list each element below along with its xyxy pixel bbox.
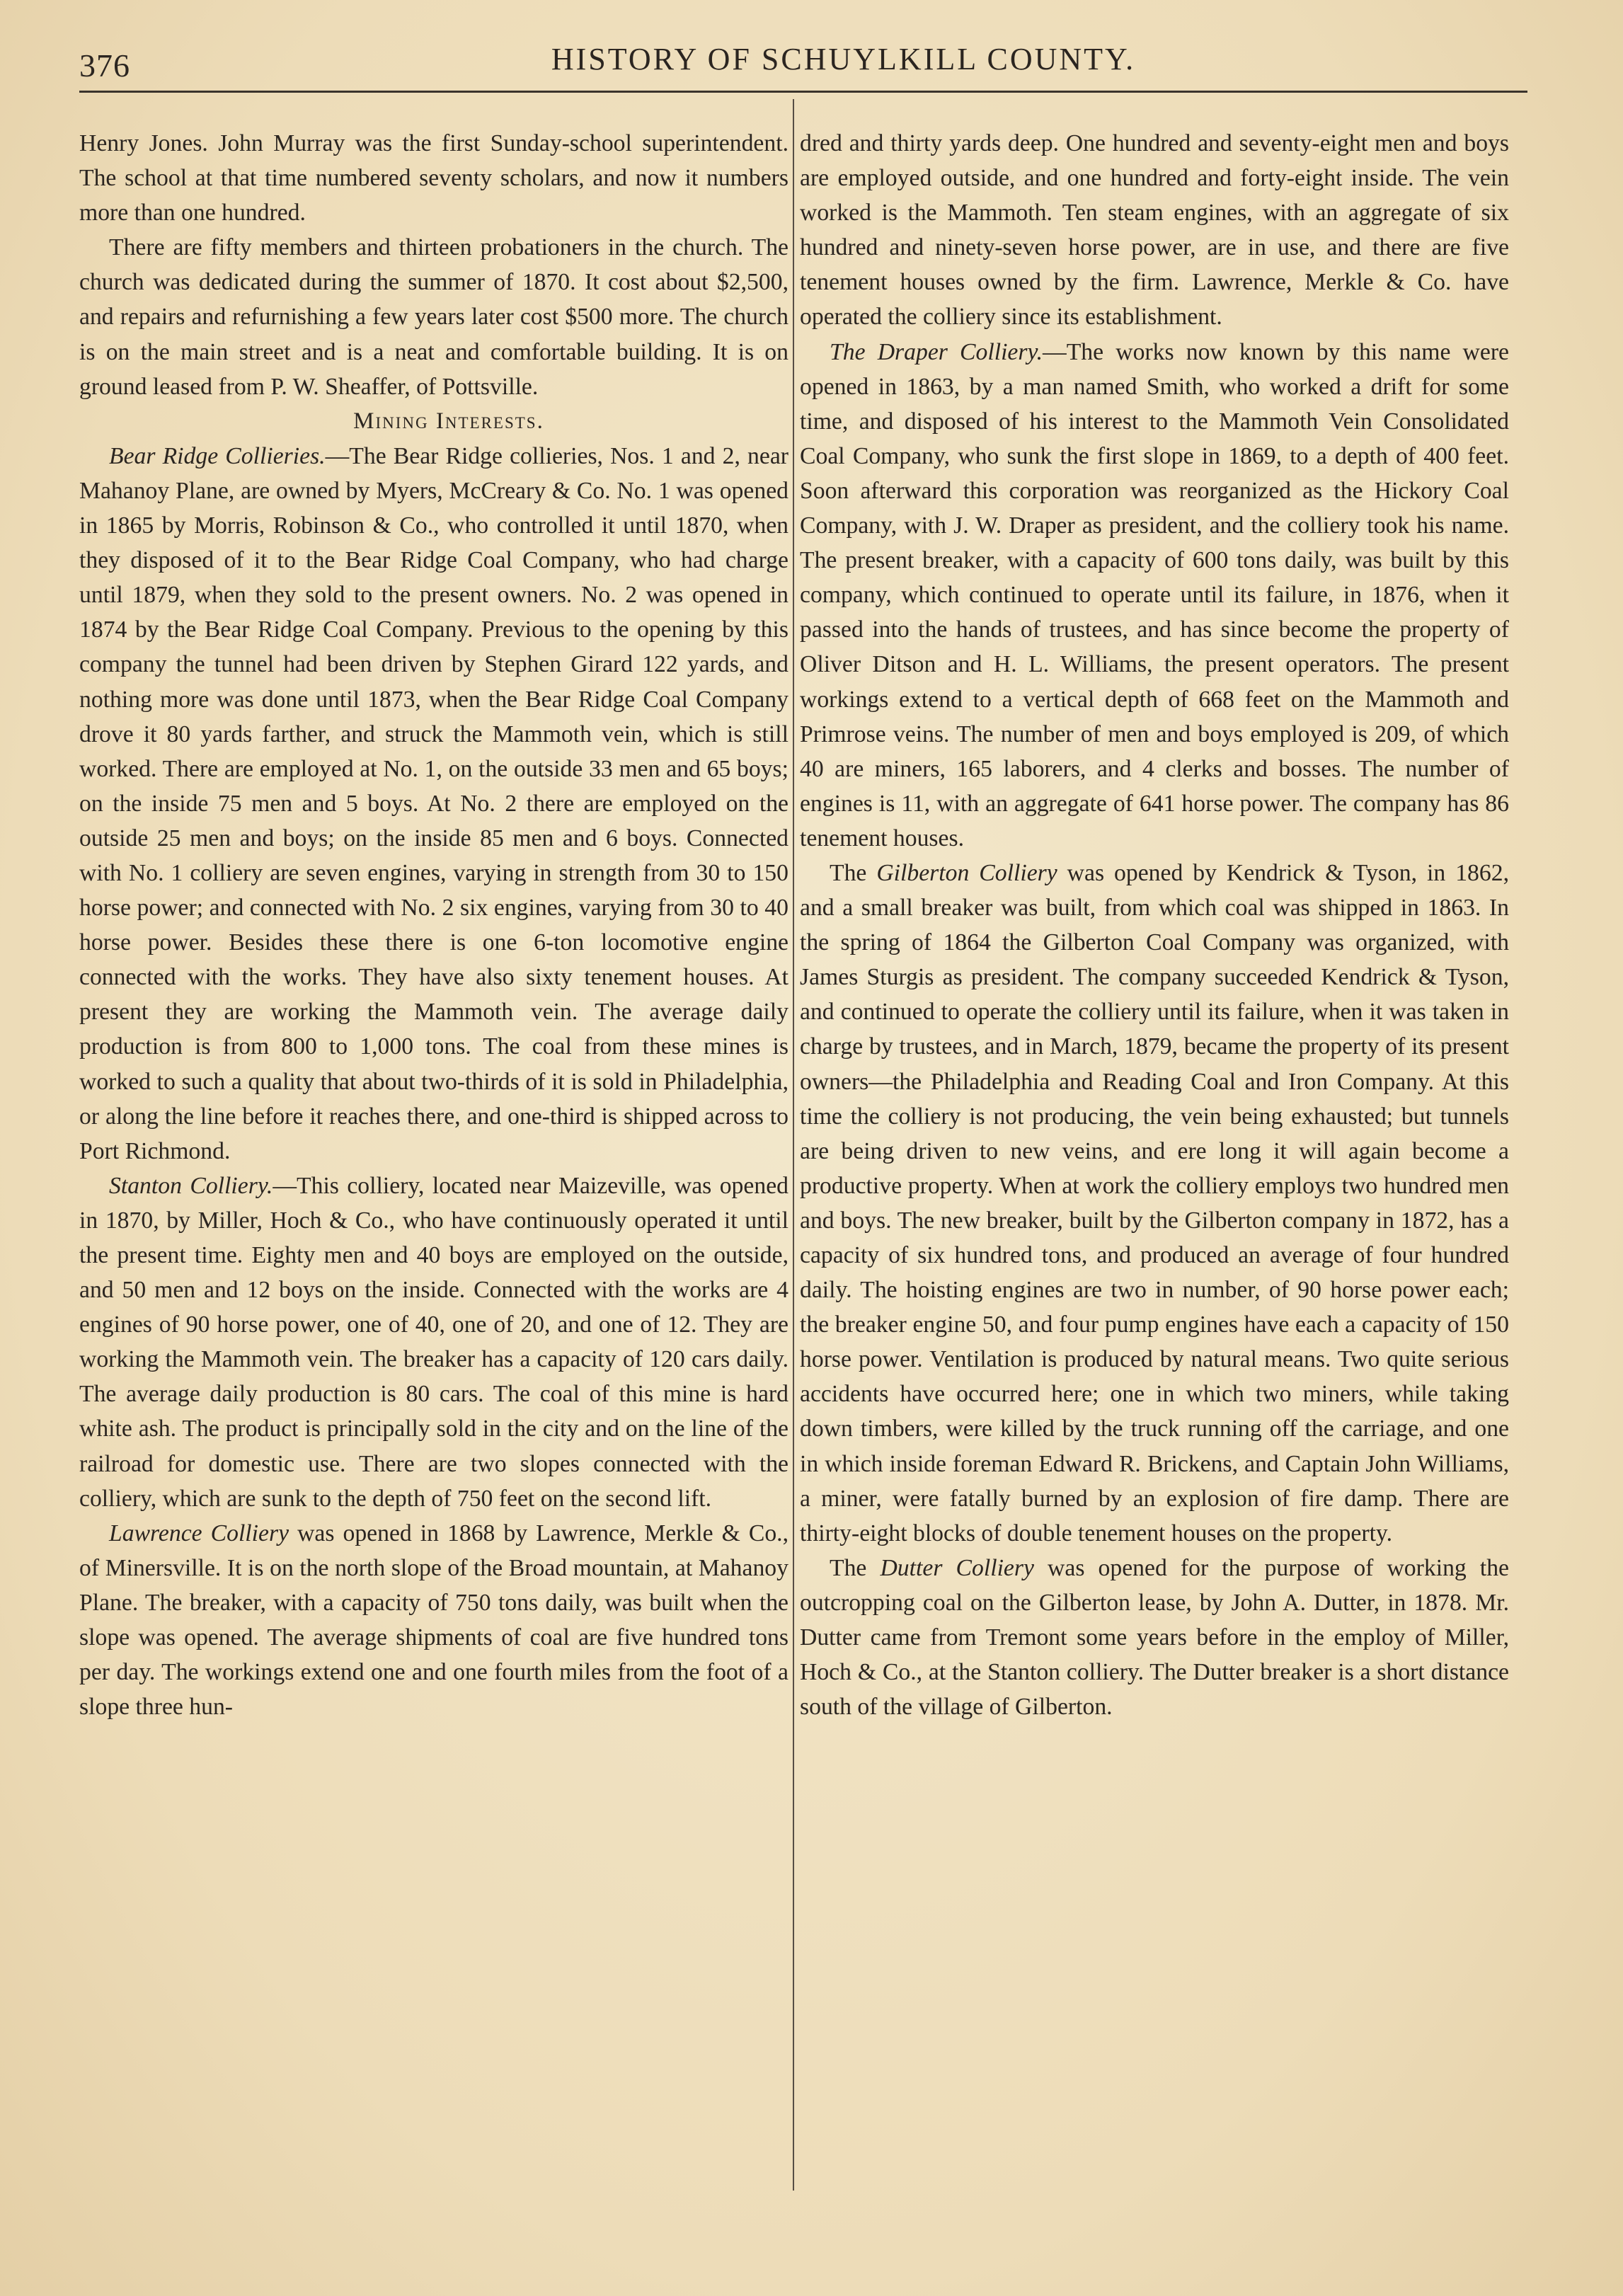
paragraph-draper	[800, 335, 1509, 856]
paragraph-lawrence-continued: dred and thirty yards deep. One hundred and seventy-eight men and boys are employed outside, and one hundred and forty-eight inside. The vein worked is the Mammoth. Ten steam engines, with an aggregate of six hundred and ninety-seven horse power, are in use, and there are five tenement houses owned by the firm. Lawrence, Merkle & Co. have operated the colliery since its establishment.	[800, 130, 1509, 331]
paragraph-church: There are fifty members and thirteen probationers in the church. The church was dedicated during the summer of 1870. It cost about $2,500, and repairs and refurnishing a few years later cost $500 more. The church is on the main street and is a neat and comfortable building. It is on ground leased from P. W. Sheaffer, of Pottsville.	[79, 234, 788, 400]
bear-ridge-title: Bear Ridge Collieries.	[109, 442, 326, 469]
gilberton-body: was opened by Kendrick & Tyson, in 1862, and a small breaker was built, from which coal was shipped in 1863. In the spring of 1864 the Gilberton Coal Company was organized, with James Sturgis as president. The company succeeded Kendrick & Tyson, and continued to operate the colliery until its failure, when it was taken in charge by trustees, and in March, 1879, became the property of its present owners—the Philadelphia and Reading Coal and Iron Company. At this time the colliery is not producing, the vein being exhausted; but tunnels are being driven to new veins, and ere long it will again become a productive property. When at work the colliery employs two hundred men and boys. The new breaker, built by the Gilberton company in 1872, has a capacity of six hundred tons, and produced an average of four hundred daily. The hoisting engines are two in number, of 90 horse power each; the breaker engine 50, and four pump engines have each a capacity of 150 horse power. Ventilation is produced by natural means. Two quite serious accidents have occurred here; one in which two miners, while taking down timbers, were killed by the truck running off the carriage, and one in which inside foreman Edward R. Brickens, and Captain John Williams, a miner, were fatally burned by an explosion of fire damp. There are thirty-eight blocks of double tenement houses on the property.	[800, 859, 1509, 1546]
draper-title: The Draper Colliery.	[830, 338, 1043, 365]
column-divider	[793, 99, 794, 2191]
section-heading-mining-interests: Mining Interests.	[353, 408, 544, 434]
lawrence-title: Lawrence Colliery	[109, 1520, 289, 1546]
draper-body: —The works now known by this name were opened in 1863, by a man named Smith, who worked a drift for some time, and disposed of his interest to the Mammoth Vein Consolidated Coal Company, who sunk the first slope in 1869, to a depth of 400 feet. Soon afterward this corporation was reorganized as the Hickory Coal Company, with J. W. Draper as president, and the colliery took his name. The present breaker, with a capacity of 600 tons daily, was built by this company, which continued to operate until its failure, in 1876, when it passed into the hands of trustees, and has since become the property of Oliver Ditson and H. L. Williams, the present operators. The present workings extend to a vertical depth of 668 feet on the Mammoth and Primrose veins. The number of men and boys employed is 209, of which 40 are miners, 165 laborers, and 4 clerks and bosses. The number of engines is 11, with an aggregate of 641 horse power. The company has 86 tenement houses.	[800, 338, 1509, 851]
stanton-title: Stanton Colliery.	[109, 1172, 273, 1199]
stanton-body: —This colliery, located near Maizeville, was opened in 1870, by Miller, Hoch & Co., who have continuously operated it until the present time. Eighty men and 40 boys are employed on the outside, and 50 men and 12 boys on the inside. Connected with the works are 4 engines of 90 horse power, one of 40, one of 20, and one of 12. They are working the Mammoth vein. The breaker has a capacity of 120 cars daily. The average daily production is 80 cars. The coal of this mine is hard white ash. The product is principally sold in the city and on the line of the railroad for domestic use. There are two slopes connected with the colliery, which are sunk to the depth of 750 feet on the second lift.	[79, 1172, 788, 1512]
dutter-body: was opened for the purpose of working the outcropping coal on the Gilberton lease, by John A. Dutter, in 1878. Mr. Dutter came from Tremont some years before in the employ of Miller, Hoch & Co., at the Stanton colliery. The Dutter breaker is a short distance south of the village of Gilberton.	[800, 1554, 1509, 1721]
header-rule	[79, 91, 1527, 93]
running-title: HISTORY OF SCHUYLKILL COUNTY.	[551, 42, 1136, 76]
paragraph-lawrence	[79, 1516, 788, 1725]
paragraph-bear-ridge	[79, 439, 788, 1169]
left-column	[79, 126, 788, 2193]
right-column	[800, 126, 1509, 2193]
lawrence-body: was opened in 1868 by Lawrence, Merkle & Co., of Minersville. It is on the north slope of the Broad mountain, at Mahanoy Plane. The breaker, with a capacity of 750 tons daily, was built when the slope was opened. The average shipments of coal are five hundred tons per day. The workings extend one and one fourth miles from the foot of a slope three hun-	[79, 1520, 788, 1721]
dutter-pre: The	[830, 1554, 881, 1581]
paragraph-sunday-school: Henry Jones. John Murray was the first Sunday-school superintendent. The school at that time numbered seventy scholars, and now it numbers more than one hundred.	[79, 130, 788, 226]
dutter-title: Dutter Colliery	[880, 1554, 1034, 1581]
gilberton-title: Gilberton Colliery	[876, 859, 1057, 886]
bear-ridge-body: —The Bear Ridge collieries, Nos. 1 and 2, near Mahanoy Plane, are owned by Myers, McCreary & Co. No. 1 was opened in 1865 by Morris, Robinson & Co., who controlled it until 1870, when they disposed of it to the Bear Ridge Coal Company, who had charge until 1879, when they sold to the present owners. No. 2 was opened in 1874 by the Bear Ridge Coal Company. Previous to the opening by this company the tunnel had been driven by Stephen Girard 122 yards, and nothing more was done until 1873, when the Bear Ridge Coal Company drove it 80 yards farther, and struck the Mammoth vein, which is still worked. There are employed at No. 1, on the outside 33 men and 65 boys; on the inside 75 men and 5 boys. At No. 2 there are employed on the outside 25 men and boys; on the inside 85 men and 6 boys. Connected with No. 1 colliery are seven engines, varying in strength from 30 to 150 horse power; and connected with No. 2 six engines, varying from 30 to 40 horse power. Besides these there is one 6-ton locomotive engine connected with the works. They have also sixty tenement houses. At present they are working the Mammoth vein. The average daily production is from 800 to 1,000 tons. The coal from these mines is worked to such a quality that about two-thirds of it is sold in Philadelphia, or along the line before it reaches there, and one-third is shipped across to Port Richmond.	[79, 442, 788, 1164]
paragraph-gilberton	[800, 856, 1509, 1551]
paragraph-stanton	[79, 1169, 788, 1516]
page-number: 376	[79, 47, 130, 84]
paragraph-dutter	[800, 1551, 1509, 1724]
gilberton-pre: The	[830, 859, 877, 886]
